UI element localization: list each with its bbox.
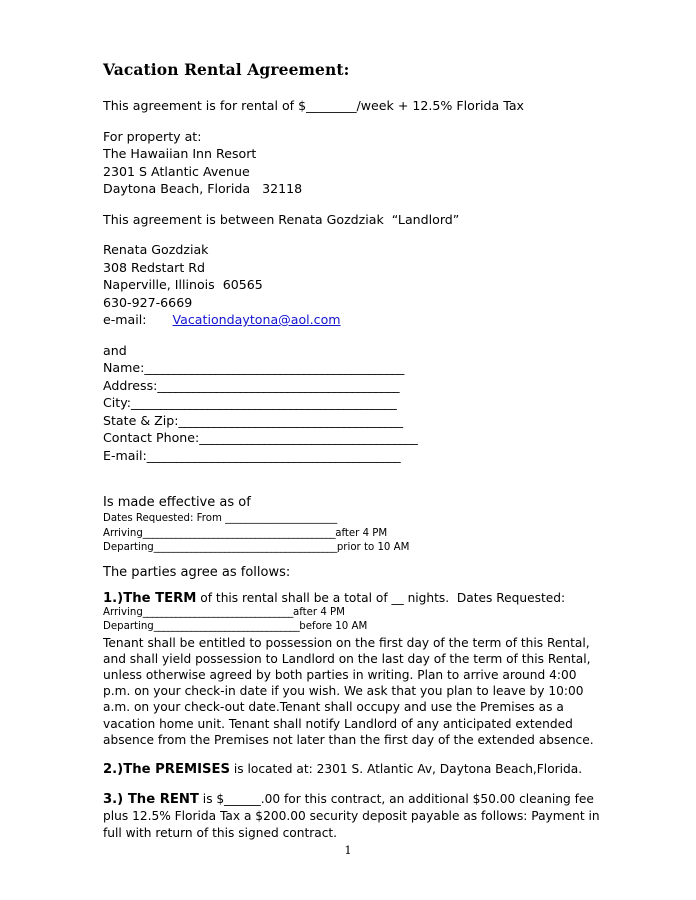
intro-paragraph: This agreement is for rental of $________/week + 12.5% Florida Tax [103,98,525,113]
section-2 [103,761,603,778]
section-1-arriving-note: after 4 PM [292,606,345,618]
landlord-email-row [103,311,603,329]
section-1-departing-label: Departing [103,621,154,632]
section-1-arriving-label: Arriving [103,606,143,618]
tenant-field-phone [103,429,603,447]
section-1-arriving-rule[interactable]: ________________________________ [142,606,293,618]
tenant-field-address-rule[interactable]: _________________________________________ [157,377,400,393]
section-3 [103,791,603,841]
email-label: e-mail: [103,312,147,327]
section-3-body: is $______.00 for this contract, an additional $50.00 cleaning fee plus 12.5% Florida Tax a $200.00 security deposit payable as follows: Payment in full with return of this signed contract. [103,792,600,840]
section-1-departing-row [103,620,603,635]
section-1-departing-rule[interactable]: _______________________________ [153,621,300,632]
tenant-field-city [103,394,603,412]
tenant-field-city-label: City: [103,395,132,410]
arriving-top-row [103,527,603,542]
section-1-number: 1.) [103,590,124,606]
tenant-field-name [103,359,603,377]
tenant-field-address [103,377,603,395]
tenant-field-phone-label: Contact Phone: [103,430,200,445]
section-2-number: 2.) [103,761,124,777]
landlord-name: Renata Gozdziak [103,242,209,257]
section-2-name: The PREMISES [123,761,231,777]
section-3-name: The RENT [127,792,199,808]
page-title: Vacation Rental Agreement: [103,60,350,79]
arriving-top-label: Arriving [103,527,143,539]
tenant-field-email-rule[interactable]: ___________________________________________ [146,447,401,463]
dates-requested-line: Dates Requested: From ______________________ [103,513,338,524]
tenant-field-city-rule[interactable]: _____________________________________________ [131,395,397,410]
tenant-field-address-label: Address: [103,377,158,393]
tenant-field-email [103,447,603,465]
tenant-field-phone-rule[interactable]: _____________________________________ [199,430,418,445]
arriving-top-rule[interactable]: _________________________________________ [142,527,336,539]
property-line-3: Daytona Beach, Florida 32118 [103,181,303,196]
section-1-arriving-row [103,606,603,621]
tenant-field-name-label: Name: [103,360,145,375]
property-line-2: 2301 S Atlantic Avenue [103,163,250,179]
landlord-street: 308 Redstart Rd [103,259,206,275]
section-2-body: is located at: 2301 S. Atlantic Av, Daytona Beach,Florida. [230,761,583,776]
landlord-phone: 630-927-6669 [103,294,193,310]
agreement-between-line: This agreement is between Renata Gozdziak “Landlord” [103,211,460,227]
property-line-1: The Hawaiian Inn Resort [103,146,257,161]
email-link[interactable]: Vacationdaytona@aol.com [172,312,341,327]
parties-agree-heading: The parties agree as follows: [103,564,291,580]
section-1-body: Tenant shall be entitled to possession on the first day of the term of this Rental, and shall yield possession to Landlord on the last day of the term of this Rental, unless otherwise agreed by both parties in writing. Plan to arrive around 4:00 p.m. on your check-in date if you wish. We ask that you plan to leave by 10:00 a.m. on your check-out date.Tenant shall occupy and use the Premises as a vacation home unit. Tenant shall notify Landlord of any anticipated extended absence from the Premises not later than the first day of the extended absence. [103,635,594,747]
tenant-field-state-zip-label: State & Zip: [103,412,179,428]
section-1-name: The TERM [123,590,197,606]
section-1-heading [103,587,603,606]
departing-top-note: prior to 10 AM [336,542,410,553]
property-heading: For property at: [103,128,202,144]
tenant-field-state-zip [103,412,603,430]
effective-heading: Is made effective as of [103,495,251,510]
landlord-city-state-zip: Naperville, Illinois 60565 [103,277,263,292]
departing-top-row [103,541,603,556]
section-1-heading-rest: of this rental shall be a total of __ nights. Dates Requested: [196,590,566,605]
tenant-field-email-label: E-mail: [103,447,147,463]
tenant-field-name-rule[interactable]: ____________________________________________ [144,360,404,375]
arriving-top-note: after 4 PM [335,527,388,539]
tenant-field-state-zip-rule[interactable]: ______________________________________ [178,412,403,428]
and-label: and [103,342,127,358]
page-number: 1 [344,843,352,857]
section-1 [103,587,603,748]
section-3-number: 3.) [103,792,128,808]
section-1-departing-note: before 10 AM [299,621,368,632]
departing-top-label: Departing [103,542,154,553]
departing-top-rule[interactable]: _______________________________________ [153,542,337,553]
document-body [103,60,603,841]
